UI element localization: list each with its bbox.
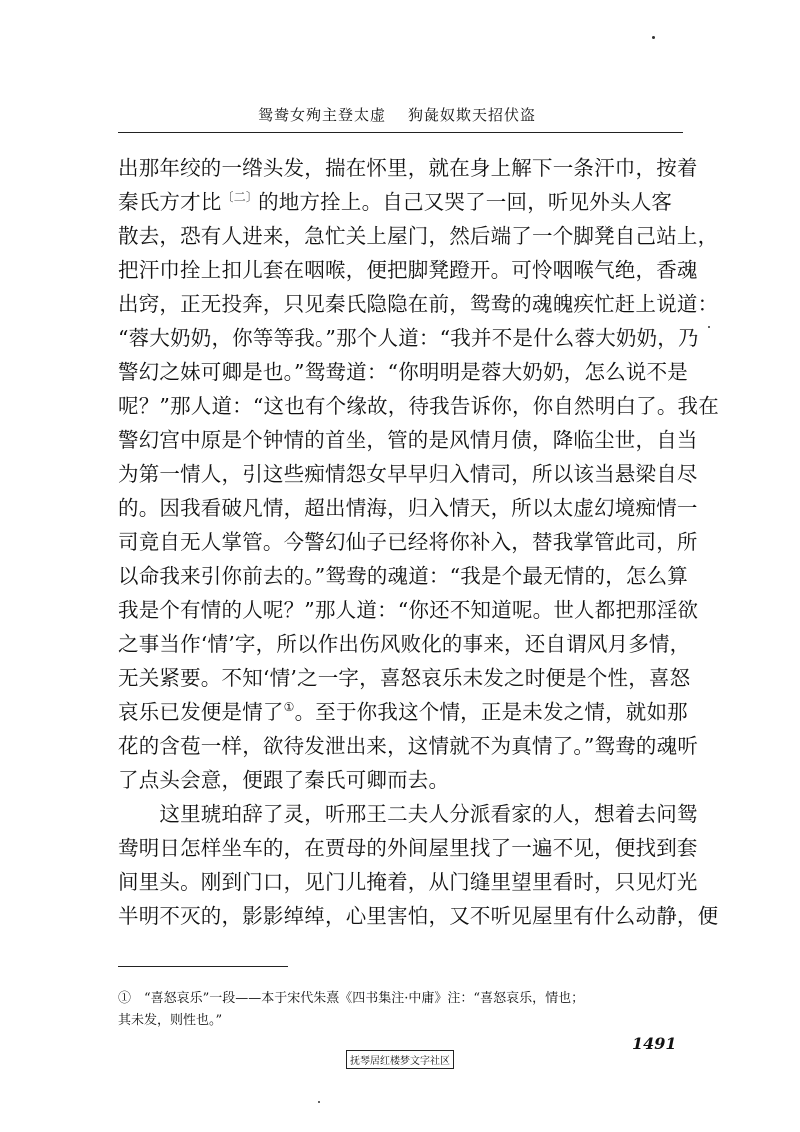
text-segment: 。至于你我这个情，正是未发之情，就如那 [294, 700, 688, 724]
text-line: “蓉大奶奶，你等等我。”那个人道：“我并不是什么蓉大奶奶，乃 [118, 326, 699, 350]
text-line: 呢？”那人道：“这也有个缘故，待我告诉你，你自然明白了。我在 [118, 394, 719, 418]
footnote-rule [118, 966, 288, 967]
text-line: 以命我来引你前去的。”鸳鸯的魂道：“我是个最无情的，怎么算 [118, 564, 689, 588]
header-left-title: 鸳鸯女殉主登太虚 [258, 106, 387, 124]
page-number: 1491 [632, 1034, 677, 1053]
watermark-stamp: 抚琴居红楼梦文字社区 [346, 1050, 454, 1069]
scan-speck [318, 1101, 320, 1103]
text-segment: 秦氏方才比 [118, 190, 222, 214]
text-segment: 的地方拴上。自己又哭了一回，听见外头人客 [258, 190, 673, 214]
text-line: 警幻之妹可卿是也。”鸳鸯道：“你明明是蓉大奶奶，怎么说不是 [118, 360, 689, 384]
note-reference: ① [283, 700, 295, 715]
footnote-line-2: 其未发，则性也。” [118, 1013, 223, 1028]
note-reference: 〔二〕 [221, 190, 259, 205]
header-right-title: 狗彘奴欺天招伏盗 [408, 106, 537, 124]
text-line: 为第一情人，引这些痴情怨女早早归入情司，所以该当悬梁自尽 [118, 462, 698, 486]
body-text [118, 151, 719, 933]
text-line: 花的含苞一样，欲待发泄出来，这情就不为真情了。”鸳鸯的魂听 [118, 734, 699, 758]
text-line: 鸯明日怎样坐车的，在贾母的外间屋里找了一遍不见，便找到套 [118, 836, 698, 860]
text-line: 出窍，正无投奔，只见秦氏隐隐在前，鸳鸯的魂魄疾忙赶上说道： [118, 292, 719, 316]
text-line: 这里琥珀辞了灵，听邢王二夫人分派看家的人，想着去问鸳 [118, 802, 698, 826]
text-line: 把汗巾拴上扣儿套在咽喉，便把脚凳蹬开。可怜咽喉气绝，香魂 [118, 258, 698, 282]
text-line [118, 695, 693, 729]
text-line: 无关紧要。不知‘情’之一字，喜怒哀乐未发之时便是个性，喜怒 [118, 666, 691, 690]
text-line: 司竟自无人掌管。今警幻仙子已经将你补入，替我掌管此司，所 [118, 530, 698, 554]
text-line [118, 185, 693, 219]
footnote-line-1: ① “喜怒哀乐”一段——本于宋代朱熹《四书集注·中庸》注：“喜怒哀乐，情也； [118, 991, 585, 1006]
text-line: 出那年绞的一绺头发，揣在怀里，就在身上解下一条汗巾，按着 [118, 156, 698, 180]
text-line: 我是个有情的人呢？”那人道：“你还不知道呢。世人都把那淫欲 [118, 598, 699, 622]
header-rule [118, 132, 683, 133]
text-line: 间里头。刚到门口，见门儿掩着，从门缝里望里看时，只见灯光 [118, 870, 698, 894]
text-line: 警幻宫中原是个钟情的首坐，管的是风情月债，降临尘世，自当 [118, 428, 698, 452]
footnote [118, 988, 688, 1032]
text-line: 了点头会意，便跟了秦氏可卿而去。 [118, 768, 450, 792]
text-line: 半明不灭的，影影绰绰，心里害怕，又不听见屋里有什么动静，便 [118, 904, 719, 928]
text-line: 的。因我看破凡情，超出情海，归入情天，所以太虚幻境痴情一 [118, 496, 698, 520]
scan-speck [652, 36, 655, 39]
running-header [258, 104, 678, 125]
paragraph-2 [118, 797, 719, 933]
scan-speck [708, 326, 710, 328]
text-line: 散去，恐有人进来，急忙关上屋门，然后端了一个脚凳自己站上， [118, 224, 719, 248]
text-segment: 哀乐已发便是情了 [118, 700, 284, 724]
text-line: 之事当作‘情’字，所以作出伤风败化的事来，还自谓风月多情， [118, 632, 691, 656]
paragraph-1 [118, 151, 719, 797]
